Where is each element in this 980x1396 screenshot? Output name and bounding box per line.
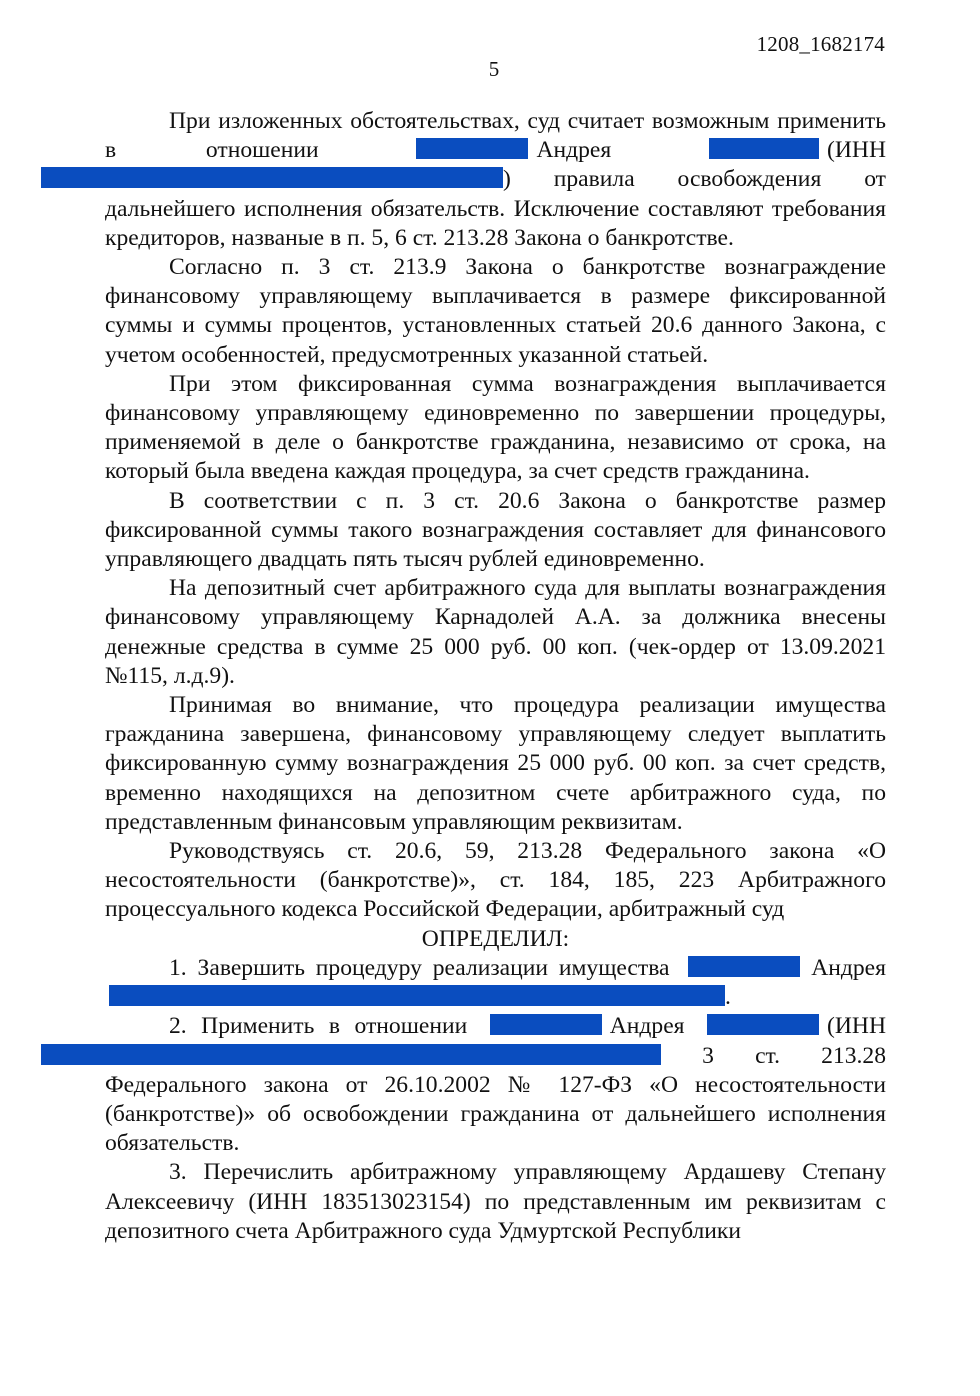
paragraph-remuneration-rule: Согласно п. 3 ст. 213.9 Закона о банкротстве вознаграждение финансовому управляющему выплачивается в размере фиксированной суммы и суммы процентов, установленных статьей 20.6 данного Закона, с учетом особенностей, предусмотренных указанной статьей. [105, 254, 886, 368]
paragraph-fee-amount: В соответствии с п. 3 ст. 20.6 Закона о банкротстве размер фиксированной суммы такого вознаграждения составляет для финансового управляющего двадцать пять тысяч рублей единовременно. [105, 487, 886, 573]
paragraph-exemption-part-c: (ИНН [827, 137, 886, 164]
paragraph-exemption [105, 107, 886, 253]
redaction-block [688, 956, 800, 977]
redaction-block [707, 1014, 819, 1035]
ruling-item-2-part-a: 2. Применить в отношении [169, 1013, 468, 1040]
ruling-item-3: 3. Перечислить арбитражному управляющему Ардашеву Степану Алексеевичу (ИНН 183513023154) по представленным им реквизитам с депозитного счета Арбитражного суда Удмуртской Республики [105, 1159, 886, 1244]
redaction-block [109, 985, 725, 1006]
ruling-item-1 [105, 954, 886, 1012]
redaction-block [490, 1014, 602, 1035]
paragraph-exemption-part-b: Андрея [536, 137, 612, 164]
redaction-block [416, 138, 528, 159]
document-id: 1208_1682174 [756, 32, 885, 56]
page-number: 5 [488, 57, 500, 81]
paragraph-exemption-part-d: ) правила освобождения от дальнейшего исполнения обязательств. Исключение составляют требования кредиторов, названые в п. 5, 6 ст. 213.28 Закона о банкротстве. [105, 166, 886, 251]
ruling-item-1-part-c: . [725, 984, 731, 1011]
paragraph-fixed-sum: При этом фиксированная сумма вознаграждения выплачивается финансовому управляющему единовременно по завершении процедуры, применяемой в деле о банкротстве гражданина, независимо от срока, на который была введена каждая процедура, за счет средств гражданина. [105, 370, 886, 485]
ruling-item-2-part-d: 3 ст. 213.28 Федерального закона от 26.10.2002 № 127-ФЗ «О несостоятельности (банкротстве)» об освобождении гражданина от дальнейшего исполнения обязательств. [105, 1042, 886, 1157]
ruling-item-2-part-b: Андрея [609, 1013, 685, 1040]
ruling-item-2 [105, 1012, 886, 1158]
redaction-block [41, 1044, 661, 1065]
redaction-block [709, 138, 819, 159]
ruling-item-2-part-c: (ИНН [827, 1013, 887, 1040]
paragraph-deposit: На депозитный счет арбитражного суда для выплаты вознаграждения финансовому управляющему Карнадолей А.А. за должника внесены денежные средства в сумме 25 000 руб. 00 коп. (чек-ордер от 13.09.2021 №115, л.д.9). [105, 575, 886, 689]
ruling-heading: ОПРЕДЕЛИЛ: [421, 925, 570, 952]
redaction-block [41, 167, 503, 188]
ruling-item-1-part-a: 1. Завершить процедуру реализации имущества [169, 954, 670, 981]
ruling-item-1-part-b: Андрея [811, 954, 887, 981]
paragraph-legal-basis: Руководствуясь ст. 20.6, 59, 213.28 Федерального закона «О несостоятельности (банкротстве)», ст. 184, 185, 223 Арбитражного процессуального кодекса Российской Федерации, арбитражный суд [105, 838, 886, 923]
document-body [105, 107, 886, 1246]
paragraph-exemption-part-a: При изложенных обстоятельствах, суд считает возможным применить в отношении [105, 108, 886, 164]
paragraph-payout: Принимая во внимание, что процедура реализации имущества гражданина завершена, финансовому управляющему следует выплатить фиксированную сумму вознаграждения 25 000 руб. 00 коп. за счет средств, временно находящихся на депозитном счете арбитражного суда, по представленным финансовым управляющим реквизитам. [105, 692, 886, 835]
